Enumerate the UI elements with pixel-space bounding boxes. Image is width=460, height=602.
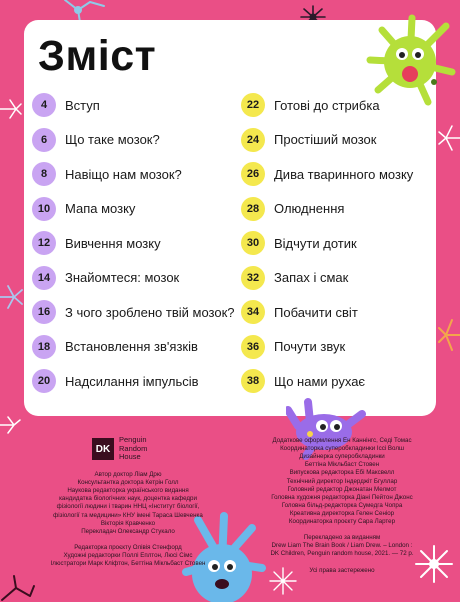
page-number-badge: 20 [32, 369, 56, 393]
credit-line: Додаткове оформлення Ен Каннінгс, Седі Томас [272, 437, 412, 444]
credit-line: Випускова редакторка Ебі Максвелл [289, 469, 395, 477]
toc-entry[interactable] [32, 266, 179, 290]
toc-entry[interactable] [32, 162, 182, 186]
toc-entry-label: Надсилання імпульсів [65, 373, 199, 389]
toc-entry[interactable] [32, 335, 198, 359]
toc-entry-label: Дива тваринного мозку [274, 166, 414, 182]
toc-entry-label: Готові до стрибка [274, 97, 380, 113]
toc-entry[interactable] [32, 369, 199, 393]
toc-entry[interactable] [241, 93, 380, 117]
page-title: Зміст [38, 32, 157, 80]
credit-line: Беттіна Мікльбаст Стовен [304, 461, 380, 469]
page-number-badge: 28 [241, 197, 265, 221]
toc-entry-label: Що таке мозок? [65, 132, 160, 147]
toc-entry-label: Запах і смак [274, 270, 349, 285]
credit-line: Координаторка суперобкладинки Ісcі Волш [280, 445, 404, 453]
toc-entry-label: Вивчення мозку [65, 235, 161, 251]
credit-line: Головний редактор Джонатан Мелмот [287, 485, 397, 493]
toc-entry[interactable] [241, 197, 344, 221]
page-number-badge: 38 [241, 369, 265, 393]
credit-line: фізіології та медицини» КНУ імені Тараса Шевченка [53, 511, 203, 519]
toc-entry[interactable] [241, 266, 348, 290]
toc-entry-label: Що нами рухає [274, 373, 366, 389]
credit-line: Консультантка доктора Кетрін Голл [77, 479, 179, 487]
toc-entry-label: Олюднення [274, 201, 345, 216]
credit-line: Автор доктор Ліам Дрю [94, 471, 162, 478]
toc-entry-label: З чого зроблено твій мозок? [65, 304, 235, 320]
credit-line: фізіології людини і тварин ННЦ «Інститут біології, [56, 503, 200, 511]
credit-line: Креативна директорка Гелен Сеніор [289, 509, 395, 517]
toc-entry-label: Простіший мозок [274, 132, 377, 147]
toc-entry[interactable] [241, 369, 365, 393]
publisher-line: House [119, 452, 141, 461]
credit-line: Перекладач Олександр Стукало [81, 527, 175, 535]
page-number-badge: 22 [241, 93, 265, 117]
toc-entry[interactable] [241, 335, 345, 359]
publisher-line: Random [119, 443, 148, 453]
credit-line: Drew Liam The Brain Book / Liam Drew. – London : [271, 542, 413, 550]
toc-entry[interactable] [241, 128, 376, 152]
credit-line: Редакторка проєкту Олівія Стенфорд [74, 543, 182, 551]
credit-line: Художні редакторки Поллі Еплтон, Люсі Сімс [63, 552, 193, 559]
credit-line: Головна художня редакторка Діані Пейтон Джонс [271, 493, 413, 501]
credit-line: Координаторка проєкту Сара Лартер [288, 518, 396, 525]
publisher-line: Penguin [119, 435, 147, 444]
credit-line: кандидатка біологічних наук, доцентка кафедри [59, 495, 197, 503]
neuron-decoration-left-mid [0, 280, 24, 314]
page-number-badge: 24 [241, 128, 265, 152]
credit-line: Дизайнерка суперобкладинки [299, 453, 385, 461]
dk-logo: DK [92, 438, 114, 460]
page-number-badge: 14 [32, 266, 56, 290]
toc-entry[interactable] [32, 93, 100, 117]
toc-entry-label: Знайомтеся: мозок [65, 270, 180, 285]
credit-line: Перекладено за виданням [303, 534, 381, 542]
toc-entry-label: Відчути дотик [274, 235, 357, 251]
toc-entry[interactable] [241, 300, 358, 324]
page-number-badge: 30 [241, 231, 265, 255]
credit-line: Технічний директор Індерджіт Бгуллар [286, 477, 398, 485]
page-number-badge: 8 [32, 162, 56, 186]
credit-line: DK Children, Penguin random house, 2021. — 72 p. [270, 550, 414, 558]
credit-line: Ілюстратори Марк Кліфтон, Беттіна Мікльбаст Стовен [50, 560, 206, 568]
publisher-name [119, 436, 147, 462]
page-number-badge: 18 [32, 335, 56, 359]
page-number-badge: 10 [32, 197, 56, 221]
toc-entry-label: Почути звук [274, 339, 346, 354]
neuron-decoration-right [438, 118, 460, 158]
page-number-badge: 6 [32, 128, 56, 152]
toc-entry[interactable] [32, 231, 161, 255]
page-number-badge: 16 [32, 300, 56, 324]
page-number-badge: 32 [241, 266, 265, 290]
page-number-badge: 26 [241, 162, 265, 186]
toc-entry[interactable] [32, 128, 160, 152]
toc-entry-label: Вступ [65, 97, 100, 113]
toc-entry-label: Побачити світ [274, 304, 358, 320]
credit-line: Головна більд-редакторка Сумедга Чопра [281, 501, 403, 509]
credit-line: Наукова редакторка українського видання [67, 487, 189, 495]
toc-entry[interactable] [32, 300, 235, 324]
toc-entry-label: Встановлення зв'язків [65, 339, 198, 354]
page-number-badge: 4 [32, 93, 56, 117]
page-number-badge: 12 [32, 231, 56, 255]
neuron-decoration-left-low [0, 412, 22, 438]
neuron-decoration-bottom-left [0, 574, 36, 602]
neuron-decoration-left [0, 96, 22, 122]
toc-entry[interactable] [32, 197, 135, 221]
toc-entry-label: Мапа мозку [65, 201, 136, 216]
page-number-badge: 36 [241, 335, 265, 359]
toc-entry[interactable] [241, 162, 413, 186]
credit-line: Усі права застережено [309, 566, 375, 574]
toc-entry-label: Навіщо нам мозок? [65, 166, 182, 182]
credit-line: Вікторія Кравченко [100, 519, 156, 527]
neuron-decoration-right-mid [438, 310, 460, 360]
toc-entry[interactable] [241, 231, 357, 255]
page-number-badge: 34 [241, 300, 265, 324]
